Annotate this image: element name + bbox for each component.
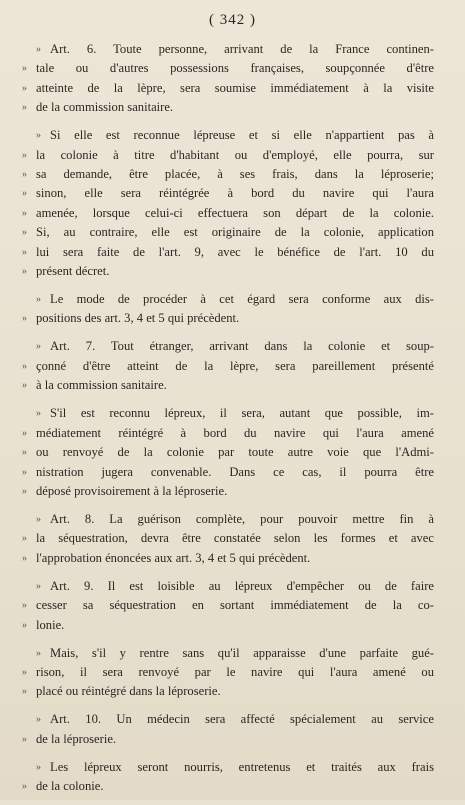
quotation-mark: »: [22, 466, 27, 478]
line-text: positions des art. 3, 4 et 5 qui précèdent.: [36, 311, 240, 326]
text-line: [22, 777, 434, 796]
quotation-mark: »: [36, 294, 41, 306]
quotation-mark: »: [22, 169, 27, 181]
text-line: [22, 663, 434, 682]
line-text: Art. 7. Tout étranger, arrivant dans la colonie et soup-: [50, 339, 434, 354]
text-line: [22, 146, 434, 165]
text-line: [22, 376, 434, 395]
quotation-mark: »: [22, 227, 27, 239]
line-text: atteinte de la lèpre, sera soumise immédiatement à la visite: [36, 80, 434, 95]
quotation-mark: »: [22, 600, 27, 612]
quotation-mark: »: [22, 266, 27, 278]
text-line: [22, 596, 434, 615]
line-text: Le mode de procéder à cet égard sera conforme aux dis-: [50, 292, 434, 307]
page-number: ( 342 ): [209, 12, 256, 28]
text-line: [22, 549, 434, 568]
text-line: [22, 59, 434, 78]
quotation-mark: »: [22, 188, 27, 200]
article-paragraph: [22, 577, 434, 635]
text-line: [22, 184, 434, 203]
text-line: [36, 337, 434, 356]
quotation-mark: »: [36, 408, 41, 420]
quotation-mark: »: [22, 781, 27, 793]
text-line: [22, 357, 434, 376]
quotation-mark: »: [22, 360, 27, 372]
quotation-mark: »: [36, 130, 41, 142]
quotation-mark: »: [22, 447, 27, 459]
line-text: amenée, lorsque celui-ci effectuera son départ de la colonie.: [36, 205, 434, 220]
line-text: Mais, s'il y rentre sans qu'il apparaisse d'une parfaite gué-: [50, 645, 434, 660]
quotation-mark: »: [22, 82, 27, 94]
quotation-mark: »: [22, 485, 27, 497]
quotation-mark: »: [22, 533, 27, 545]
text-line: [36, 290, 434, 309]
article-paragraph: [22, 40, 434, 118]
article-paragraph: [22, 404, 434, 501]
text-line: [36, 40, 434, 59]
line-text: médiatement réintégré à bord du navire qui l'aura amené: [36, 425, 434, 440]
quotation-mark: »: [22, 686, 27, 698]
article-paragraph: [22, 644, 434, 702]
decree-text: [22, 40, 434, 805]
line-text: Les lépreux seront nourris, entretenus et traités aux frais: [50, 759, 434, 774]
text-line: [22, 98, 434, 117]
article-paragraph: [22, 337, 434, 395]
line-text: sa demande, être placée, à ses frais, dans la léproserie;: [36, 167, 434, 182]
article-paragraph: [22, 710, 434, 749]
quotation-mark: »: [36, 44, 41, 55]
text-line: [22, 204, 434, 223]
quotation-mark: »: [22, 733, 27, 745]
quotation-mark: »: [22, 102, 27, 114]
quotation-mark: »: [36, 580, 41, 592]
text-line: [36, 758, 434, 777]
quotation-mark: »: [22, 149, 27, 161]
quotation-mark: »: [36, 341, 41, 353]
text-line: [22, 243, 434, 262]
text-line: [22, 730, 434, 749]
line-text: lonie.: [36, 617, 65, 632]
text-line: [36, 710, 434, 729]
line-text: tale ou d'autres possessions françaises, soupçonnée d'être: [36, 61, 434, 76]
quotation-mark: »: [36, 761, 41, 773]
quotation-mark: »: [22, 380, 27, 392]
text-line: [22, 482, 434, 501]
line-text: la séquestration, devra être constatée selon les formes et avec: [36, 531, 434, 546]
quotation-mark: »: [22, 207, 27, 219]
line-text: de la commission sanitaire.: [36, 100, 174, 115]
text-line: [22, 309, 434, 328]
quotation-mark: »: [36, 647, 41, 659]
line-text: Si, au contraire, elle est originaire de la colonie, application: [36, 225, 434, 240]
quotation-mark: »: [22, 427, 27, 439]
text-line: [22, 79, 434, 98]
text-line: [22, 443, 434, 462]
text-line: [22, 463, 434, 482]
quotation-mark: »: [22, 63, 27, 75]
line-text: Art. 9. Il est loisible au lépreux d'empêcher ou de faire: [50, 578, 434, 593]
line-text: lui sera faite de l'art. 9, avec le bénéfice de l'art. 10 du: [36, 244, 434, 259]
article-paragraph: [22, 126, 434, 281]
text-line: [22, 682, 434, 701]
line-text: cesser sa séquestration en sortant immédiatement de la co-: [36, 598, 434, 613]
line-text: déposé provisoirement à la léproserie.: [36, 483, 228, 498]
quotation-mark: »: [22, 552, 27, 564]
line-text: çonné d'être atteint de la lèpre, sera pareillement présenté: [36, 358, 434, 373]
quotation-mark: »: [36, 714, 41, 726]
quotation-mark: »: [36, 513, 41, 525]
text-line: [36, 404, 434, 423]
line-text: présent décret.: [36, 264, 110, 279]
line-text: sinon, elle sera réintégrée à bord du navire qui l'aura: [36, 186, 434, 201]
text-line: [36, 644, 434, 663]
line-text: la colonie à titre d'habitant ou d'employé, elle pourra, sur: [36, 147, 434, 162]
text-line: [22, 262, 434, 281]
line-text: Si elle est reconnue lépreuse et si elle n'appartient pas à: [50, 128, 434, 143]
text-line: [22, 529, 434, 548]
quotation-mark: »: [22, 246, 27, 258]
line-text: de la colonie.: [36, 779, 104, 794]
text-line: [22, 424, 434, 443]
quotation-mark: »: [22, 619, 27, 631]
text-line: [22, 616, 434, 635]
line-text: Art. 8. La guérison complète, pour pouvoir mettre fin à: [50, 511, 434, 526]
line-text: Art. 10. Un médecin sera affecté spécialement au service: [50, 712, 434, 727]
line-text: nistration jugera convenable. Dans ce cas, il pourra être: [36, 464, 434, 479]
line-text: rison, il sera renvoyé par le navire qui l'aura amené ou: [36, 664, 434, 679]
article-paragraph: [22, 510, 434, 568]
line-text: l'approbation énoncées aux art. 3, 4 et 5 qui précèdent.: [36, 550, 311, 565]
line-text: S'il est reconnu lépreux, il sera, autant que possible, im-: [50, 406, 434, 421]
text-line: [36, 577, 434, 596]
quotation-mark: »: [22, 313, 27, 325]
quotation-mark: »: [22, 666, 27, 678]
line-text: placé ou réintégré dans la léproserie.: [36, 684, 221, 699]
article-paragraph: [22, 290, 434, 329]
line-text: Art. 6. Toute personne, arrivant de la France continen-: [50, 42, 434, 56]
text-line: [22, 165, 434, 184]
line-text: ou renvoyé de la colonie par toute autre voie que l'Admi-: [36, 445, 434, 460]
text-line: [22, 223, 434, 242]
text-line: [36, 126, 434, 145]
text-line: [36, 510, 434, 529]
line-text: à la commission sanitaire.: [36, 378, 167, 393]
line-text: de la léproserie.: [36, 731, 117, 746]
article-paragraph: [22, 758, 434, 797]
